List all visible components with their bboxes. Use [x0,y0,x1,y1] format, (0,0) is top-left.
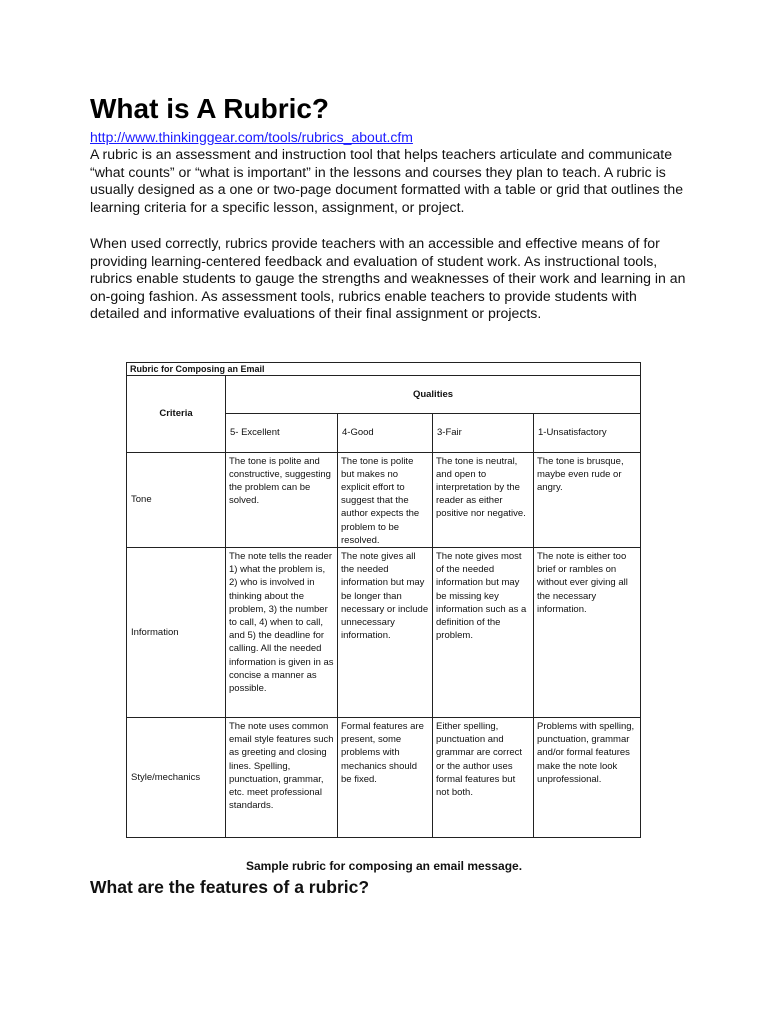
table-cell: Formal features are present, some problems with mechanics should be fixed. [338,718,433,838]
rubric-table [126,362,641,838]
table-cell: The note gives all the needed information but may be longer than necessary or include unnecessary information. [338,548,433,718]
table-row [127,452,641,547]
criterion-style-mechanics: Style/mechanics [127,718,226,838]
table-cell: The note uses common email style features such as greeting and closing lines. Spelling, punctuation, grammar, etc. meet professional standards. [226,718,338,838]
table-cell: Problems with spelling, punctuation, grammar and/or formal features make the note look unprofessional. [534,718,641,838]
criterion-tone: Tone [127,452,226,547]
table-cell: The note is either too brief or rambles on without ever giving all the necessary information. [534,548,641,718]
table-cell: The tone is brusque, maybe even rude or angry. [534,452,641,547]
level-good: 4-Good [338,413,433,452]
level-excellent: 5- Excellent [226,413,338,452]
figure-caption: Sample rubric for composing an email message. [245,859,523,873]
table-row [127,548,641,718]
qualities-header: Qualities [226,376,641,414]
section-heading: What are the features of a rubric? [90,877,370,897]
rubric-caption: Rubric for Composing an Email [127,363,641,376]
table-cell: The tone is neutral, and open to interpretation by the reader as either positive nor negative. [433,452,534,547]
table-cell: The tone is polite but makes no explicit effort to suggest that the author expects the problem to be resolved. [338,452,433,547]
level-unsatisfactory: 1-Unsatisfactory [534,413,641,452]
table-cell: The note tells the reader 1) what the problem is, 2) who is involved in thinking about the problem, 3) the number to call, 4) when to call, and 5) the deadline for calling. All the needed information is given in as concise a manner as possible. [226,548,338,718]
intro-paragraph: A rubric is an assessment and instruction tool that helps teachers articulate and communicate “what counts” or “what is important” in the lessons and courses they plan to teach. A rubric is usually designed as a one or two-page document formatted with a table or grid that outlines the learning criteria for a specific lesson, assignment, or project. [90,146,684,215]
page-title: What is A Rubric? [90,93,330,124]
table-row [127,718,641,838]
criterion-information: Information [127,548,226,718]
table-cell: The tone is polite and constructive, suggesting the problem can be solved. [226,452,338,547]
source-link[interactable]: http://www.thinkinggear.com/tools/rubrics_about.cfm [90,129,413,145]
usage-paragraph: When used correctly, rubrics provide teachers with an accessible and effective means of for providing learning-centered feedback and evaluation of student work. As instructional tools, rubrics enable students to gauge the strengths and weaknesses of their work and learning in an on-going fashion. As assessment tools, rubrics enable teachers to provide students with detailed and informative evaluations of their final assignment or projects. [90,235,686,322]
criteria-header: Criteria [127,376,226,453]
table-cell: Either spelling, punctuation and grammar are correct or the author uses formal features but not both. [433,718,534,838]
table-cell: The note gives most of the needed information but may be missing key information such as a definition of the problem. [433,548,534,718]
level-fair: 3-Fair [433,413,534,452]
